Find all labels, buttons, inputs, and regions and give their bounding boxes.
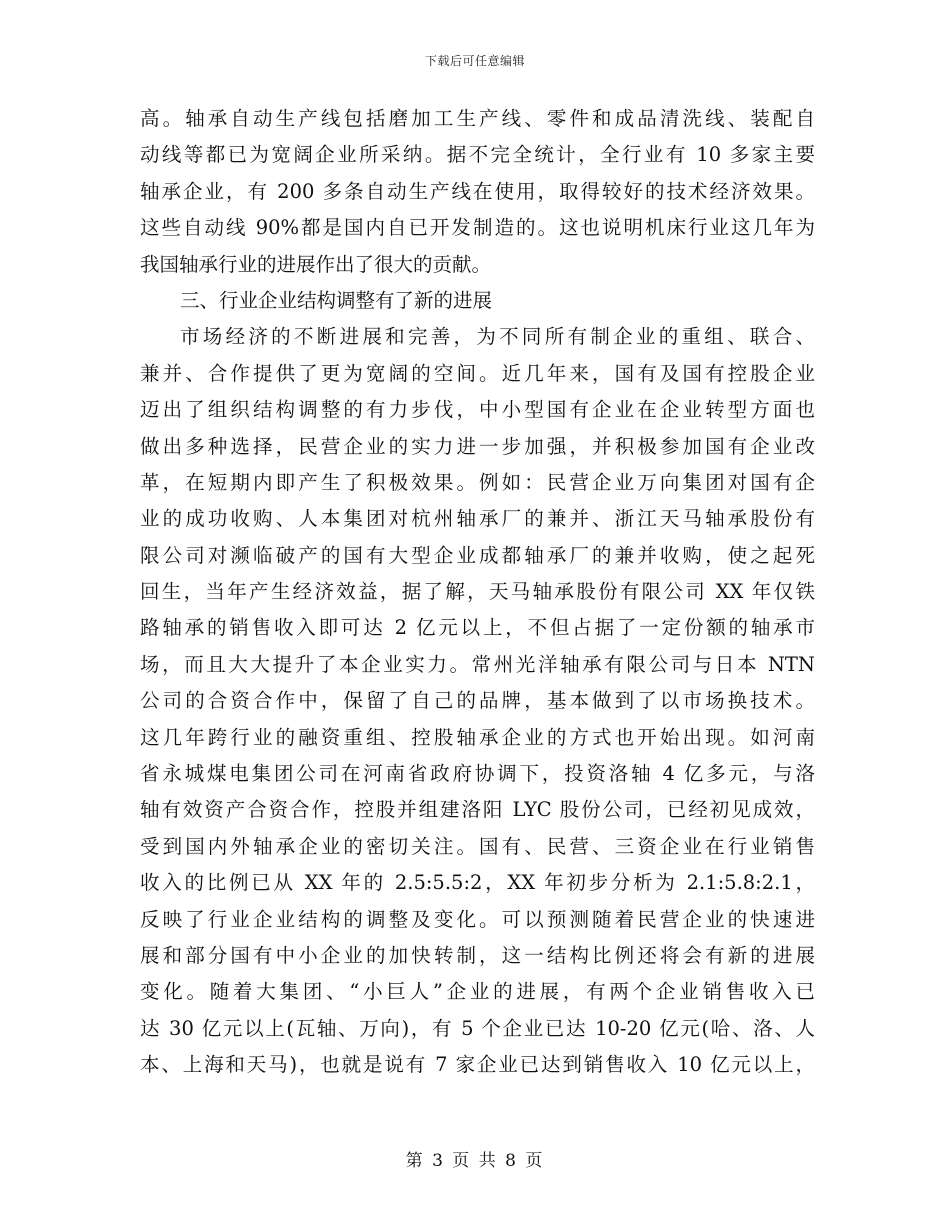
text-line: 这几年跨行业的融资重组、控股轴承企业的方式也开始出现。如河南 <box>140 725 815 749</box>
text-line: 收入的比例已从 XX 年的 2.5:5.5:2，XX 年初步分析为 2.1:5.8:2.1， <box>140 871 815 895</box>
section-heading: 三、行业企业结构调整有了新的进展 <box>180 288 493 312</box>
page-number: 第 3 页 共 8 页 <box>405 1151 545 1171</box>
text-line: 达 30 亿元以上(瓦轴、万向)，有 5 个企业已达 10-20 亿元(哈、洛、人 <box>140 1016 815 1040</box>
text-line: 做出多种选择，民营企业的实力进一步加强，并积极参加国有企业改 <box>140 434 815 458</box>
text-line: 回生，当年产生经济效益，据了解，天马轴承股份有限公司 XX 年仅铁 <box>140 580 815 604</box>
document-body <box>140 101 815 1084</box>
text-line: 本、上海和天马)，也就是说有 7 家企业已达到销售收入 10 亿元以上， <box>140 1053 815 1077</box>
text-line: 场，而且大大提升了本企业实力。常州光洋轴承有限公司与日本 NTN <box>140 652 815 676</box>
page-header: 下载后可任意编辑 <box>424 54 525 68</box>
text-line: 反映了行业企业结构的调整及变化。可以预测随着民营企业的快速进 <box>140 907 815 931</box>
text-line: 路轴承的销售收入即可达 2 亿元以上，不但占据了一定份额的轴承市 <box>140 616 815 640</box>
text-line: 这些自动线 90%都是国内自已开发制造的。这也说明机床行业这几年为 <box>140 216 815 240</box>
text-line: 省永城煤电集团公司在河南省政府协调下，投资洛轴 4 亿多元，与洛 <box>140 762 815 786</box>
text-line: 动线等都已为宽阔企业所采纳。据不完全统计，全行业有 10 多家主要 <box>140 143 815 167</box>
text-line: 轴有效资产合资合作，控股并组建洛阳 LYC 股份公司，已经初见成效， <box>140 798 815 822</box>
text-line: 限公司对濒临破产的国有大型企业成都轴承厂的兼并收购，使之起死 <box>140 543 815 567</box>
text-line: 迈出了组织结构调整的有力步伐，中小型国有企业在企业转型方面也 <box>140 398 815 422</box>
text-line: 展和部分国有中小企业的加快转制，这一结构比例还将会有新的进展 <box>140 943 815 967</box>
text-line: 高。轴承自动生产线包括磨加工生产线、零件和成品清洗线、装配自 <box>140 107 815 130</box>
text-line: 业的成功收购、人本集团对杭州轴承厂的兼并、浙江天马轴承股份有 <box>140 507 815 531</box>
text-line: 市场经济的不断进展和完善，为不同所有制企业的重组、联合、 <box>180 325 815 349</box>
text-line: 变化。随着大集团、“小巨人”企业的进展，有两个企业销售收入已 <box>140 980 815 1004</box>
text-line: 我国轴承行业的进展作出了很大的贡献。 <box>140 252 492 276</box>
text-line: 受到国内外轴承企业的密切关注。国有、民营、三资企业在行业销售 <box>140 834 815 858</box>
text-line: 公司的合资合作中，保留了自己的品牌，基本做到了以市场换技术。 <box>140 689 815 713</box>
text-line: 革，在短期内即产生了积极效果。例如：民营企业万向集团对国有企 <box>140 470 815 494</box>
text-line: 兼并、合作提供了更为宽阔的空间。近几年来，国有及国有控股企业 <box>140 361 815 385</box>
text-line: 轴承企业，有 200 多条自动生产线在使用，取得较好的技术经济效果。 <box>140 179 815 203</box>
